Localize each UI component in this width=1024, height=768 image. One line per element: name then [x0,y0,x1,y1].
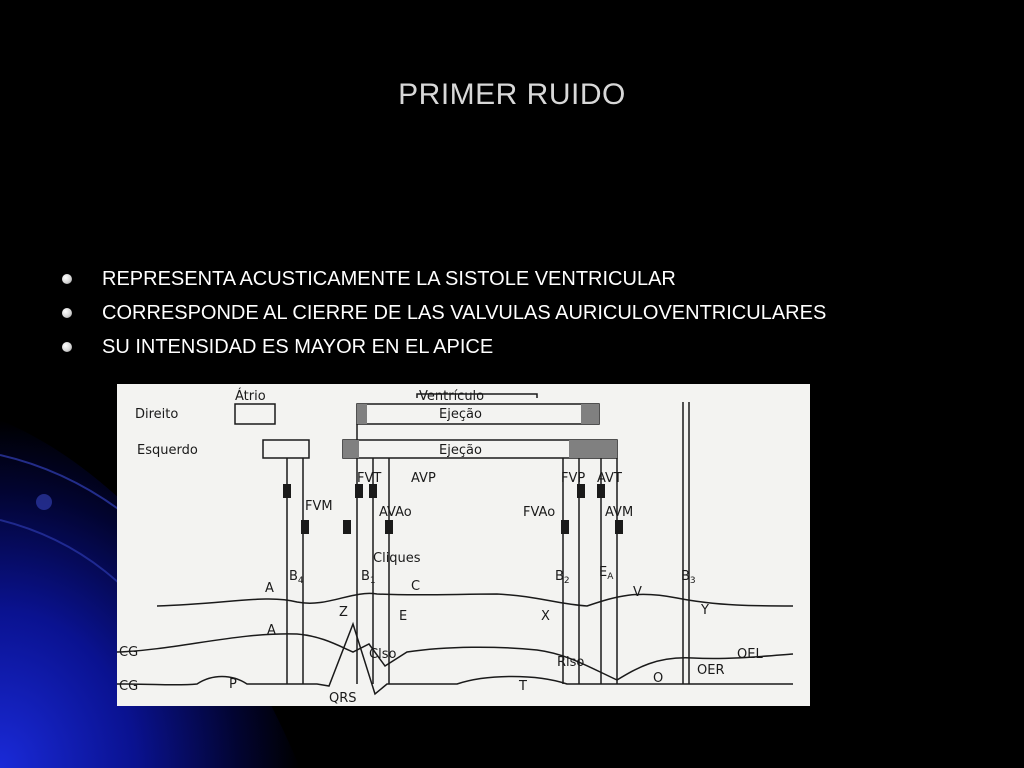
acg-a-label: A [267,623,276,638]
ecg-t-label: T [519,679,527,694]
jvp-c-label: C [411,579,421,594]
jvp-v-label: V [633,585,642,600]
bullet-text: CORRESPONDE AL CIERRE DE LAS VALVULAS AURICULOVENTRICULARES [102,302,827,324]
ea-label: $E_A$ [599,565,614,582]
ecg-p-label: P [229,677,237,692]
avao-label: AVAo [379,505,412,520]
b2-label: $B_2$ [555,569,570,586]
avp-label: AVP [411,471,436,486]
avm-label: AVM [605,505,634,520]
bullet-text: REPRESENTA ACUSTICAMENTE LA SISTOLE VENTRICULAR [102,268,676,290]
bullet-item [62,262,826,296]
jvp-z-label: Z [339,605,348,620]
bullet-item [62,296,826,330]
bullet-item [62,330,826,364]
bullet-list [62,262,826,364]
cliques-label: Cliques [373,551,421,566]
ventriculo-label: Ventrículo [419,389,485,404]
fvao-label: FVAo [523,505,556,520]
acg-oel-label: OEL [737,647,763,662]
jvp-x-label: X [541,609,550,624]
acg-o-label: O [653,671,664,686]
esquerdo-label: Esquerdo [137,443,198,458]
diagram-svg [117,384,810,706]
acg-riso-label: Rlso [557,655,585,670]
atrio-esquerdo-box [263,440,309,458]
atrio-direito-box [235,404,275,424]
direito-end-block [581,404,599,424]
fvt-label: FVT [357,471,382,486]
b1-label: $B_1$ [361,569,376,586]
fvp-label: FVP [561,471,586,486]
acg-label: CG [119,645,139,660]
atrio-label: Átrio [235,389,266,404]
bullet-icon [62,342,72,352]
esquerdo-relaxation-block [569,440,617,458]
bullet-icon [62,274,72,284]
esquerdo-isovolumic-block [343,440,359,458]
slide-title: PRIMER RUIDO [398,78,626,111]
b4-label: $B_4$ [289,569,304,586]
jvp-a-label: A [265,581,274,596]
cardiac-cycle-diagram [117,384,810,706]
ejecao-direito-label: Ejeção [439,407,482,422]
avt-label: AVT [597,471,622,486]
fvm-label: FVM [305,499,333,514]
jvp-y-label: Y [701,603,709,618]
ecg-label: CG [119,679,139,694]
jvp-e-label: E [399,609,408,624]
bullet-icon [62,308,72,318]
direito-label: Direito [135,407,179,422]
b3-label: $B_3$ [681,569,696,586]
bullet-text: SU INTENSIDAD ES MAYOR EN EL APICE [102,336,494,358]
direito-start-block [357,404,367,424]
acg-oer-label: OER [697,663,725,678]
ecg-qrs-label: QRS [329,691,357,706]
ejecao-esquerdo-label: Ejeção [439,443,482,458]
acg-ciso-label: Clso [369,647,397,662]
